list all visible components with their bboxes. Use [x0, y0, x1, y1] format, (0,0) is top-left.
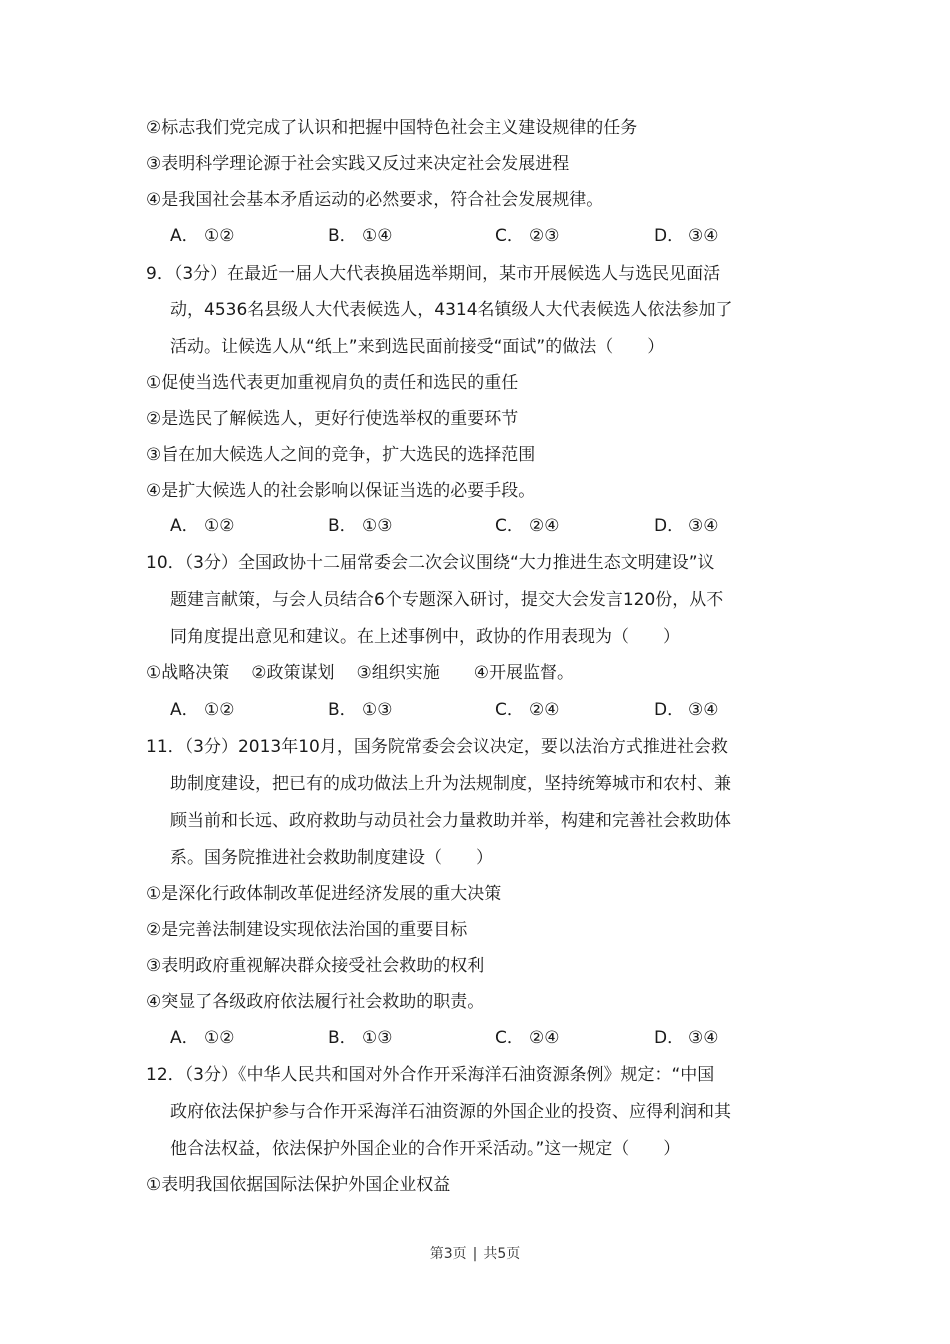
q9-option-a: A． ①②: [170, 516, 235, 536]
q9-stem-line-2: 动，4536名县级人大代表候选人，4314名镇级人大代表候选人依法参加了: [170, 300, 733, 320]
q10-stem-line-3: 同角度提出意见和建议。在上述事例中，政协的作用表现为（ ）: [170, 627, 680, 647]
q10-items: [146, 661, 574, 685]
q10-stem-line-2: 题建言献策，与会人员结合6个专题深入研讨，提交大会发言120份，从不: [170, 590, 724, 610]
q11-option-a: A． ①②: [170, 1028, 235, 1048]
q12-stem-line-2: 政府依法保护参与合作开采海洋石油资源的外国企业的投资、应得利润和其: [170, 1102, 731, 1122]
q9-item-1: ①促使当选代表更加重视肩负的责任和选民的重任: [146, 373, 519, 393]
q11-stem-line-1: 11．（3分）2013年10月，国务院常委会会议决定，要以法治方式推进社会救: [146, 737, 728, 757]
q8-option-b: B． ①④: [328, 226, 393, 246]
q10-option-c: C． ②④: [495, 700, 560, 720]
q10-item-3: ③组织实施: [356, 663, 440, 683]
q9-item-3: ③旨在加大候选人之间的竞争，扩大选民的选择范围: [146, 445, 536, 465]
q11-item-3: ③表明政府重视解决群众接受社会救助的权利: [146, 956, 485, 976]
q11-item-2: ②是完善法制建设实现依法治国的重要目标: [146, 920, 468, 940]
q11-item-1: ①是深化行政体制改革促进经济发展的重大决策: [146, 884, 502, 904]
q11-stem-line-3: 顾当前和长远、政府救助与动员社会力量救助并举，构建和完善社会救助体: [170, 811, 731, 831]
q10-item-2: ②政策谋划: [251, 663, 335, 683]
q9-item-4: ④是扩大候选人的社会影响以保证当选的必要手段。: [146, 481, 536, 501]
q12-item-1: ①表明我国依据国际法保护外国企业权益: [146, 1175, 451, 1195]
q10-item-1: ①战略决策: [146, 663, 230, 683]
q11-item-4: ④突显了各级政府依法履行社会救助的职责。: [146, 992, 485, 1012]
q8-option-c: C． ②③: [495, 226, 560, 246]
q8-item-4: ④是我国社会基本矛盾运动的必然要求，符合社会发展规律。: [146, 190, 604, 210]
q11-option-c: C． ②④: [495, 1028, 560, 1048]
q8-item-2: ②标志我们党完成了认识和把握中国特色社会主义建设规律的任务: [146, 118, 638, 138]
q8-option-a: A． ①②: [170, 226, 235, 246]
q12-stem-line-1: 12．（3分）《中华人民共和国对外合作开采海洋石油资源条例》规定：“中国: [146, 1065, 715, 1085]
q11-stem-line-2: 助制度建设，把已有的成功做法上升为法规制度，坚持统筹城市和农村、兼: [170, 774, 731, 794]
page-total: 共5页: [483, 1246, 521, 1262]
q10-option-d: D． ③④: [654, 700, 719, 720]
q8-option-d: D． ③④: [654, 226, 719, 246]
q11-option-b: B． ①③: [328, 1028, 393, 1048]
q9-option-b: B． ①③: [328, 516, 393, 536]
q9-stem-line-1: 9．（3分）在最近一届人大代表换届选举期间，某市开展候选人与选民见面活: [146, 264, 721, 284]
q9-option-d: D． ③④: [654, 516, 719, 536]
q9-stem-line-3: 活动。让候选人从“纸上”来到选民面前接受“面试”的做法（ ）: [170, 337, 665, 357]
q10-option-a: A． ①②: [170, 700, 235, 720]
q8-item-3: ③表明科学理论源于社会实践又反过来决定社会发展进程: [146, 154, 570, 174]
page-separator: |: [472, 1246, 478, 1262]
q11-option-d: D． ③④: [654, 1028, 719, 1048]
q10-stem-line-1: 10．（3分）全国政协十二届常委会二次会议围绕“大力推进生态文明建设”议: [146, 553, 715, 573]
page-footer: [0, 1244, 950, 1264]
q10-item-4: ④开展监督。: [473, 663, 574, 683]
q10-option-b: B． ①③: [328, 700, 393, 720]
q9-item-2: ②是选民了解候选人，更好行使选举权的重要环节: [146, 409, 519, 429]
q9-option-c: C． ②④: [495, 516, 560, 536]
page-current: 第3页: [429, 1246, 467, 1262]
q12-stem-line-3: 他合法权益，依法保护外国企业的合作开采活动。”这一规定（ ）: [170, 1139, 681, 1159]
q11-stem-line-4: 系。国务院推进社会救助制度建设（ ）: [170, 848, 493, 868]
